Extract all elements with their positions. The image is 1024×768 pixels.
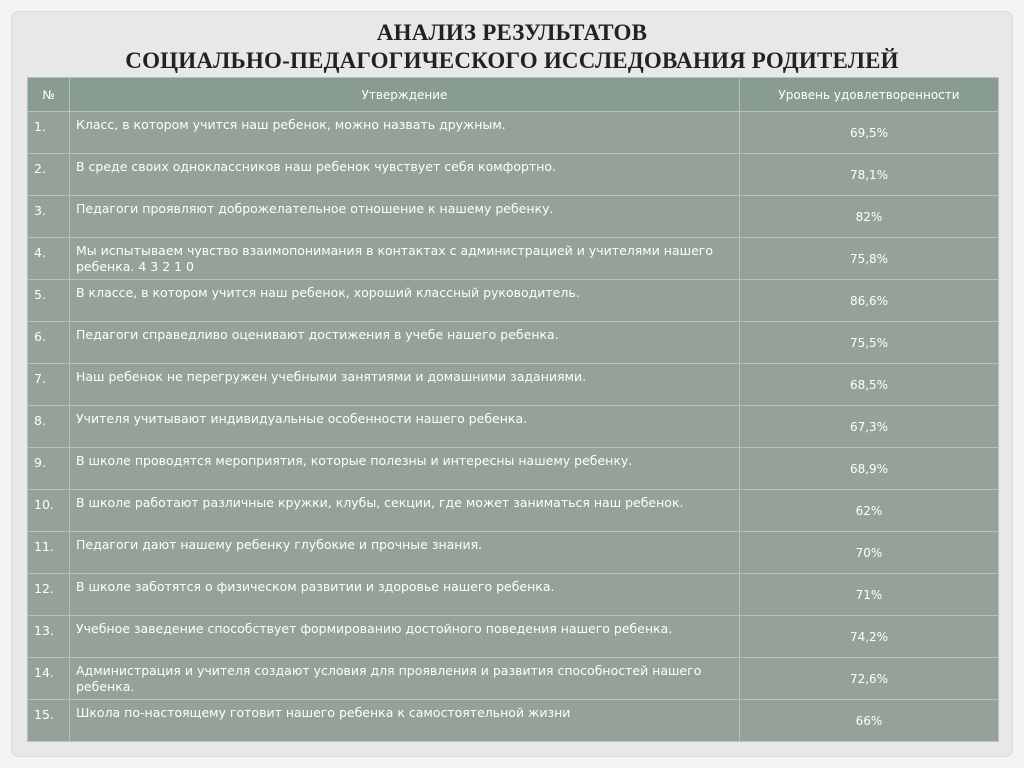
row-statement: Педагоги дают нашему ребенку глубокие и прочные знания.	[70, 532, 740, 574]
table-row	[28, 280, 999, 322]
row-value: 71%	[740, 574, 999, 616]
row-statement: Мы испытываем чувство взаимопонимания в контактах с администрацией и учителями нашего ребенка. 4 3 2 1 0	[70, 238, 740, 280]
row-statement: Наш ребенок не перегружен учебными занятиями и домашними заданиями.	[70, 364, 740, 406]
row-statement: Учебное заведение способствует формированию достойного поведения нашего ребенка.	[70, 616, 740, 658]
row-number: 1.	[28, 112, 70, 154]
row-number: 9.	[28, 448, 70, 490]
table-row	[28, 112, 999, 154]
table-row	[28, 616, 999, 658]
row-statement: Администрация и учителя создают условия для проявления и развития способностей нашего ребенка.	[70, 658, 740, 700]
row-value: 82%	[740, 196, 999, 238]
row-number: 4.	[28, 238, 70, 280]
table-row	[28, 154, 999, 196]
row-statement: В школе проводятся мероприятия, которые полезны и интересны нашему ребенку.	[70, 448, 740, 490]
row-number: 2.	[28, 154, 70, 196]
table-row	[28, 658, 999, 700]
row-value: 75,8%	[740, 238, 999, 280]
row-statement: Класс, в котором учится наш ребенок, можно назвать дружным.	[70, 112, 740, 154]
table-row	[28, 406, 999, 448]
row-value: 69,5%	[740, 112, 999, 154]
row-value: 72,6%	[740, 658, 999, 700]
table-row	[28, 448, 999, 490]
header-level: Уровень удовлетворенности	[740, 78, 999, 112]
row-statement: В школе работают различные кружки, клубы, секции, где может заниматься наш ребенок.	[70, 490, 740, 532]
row-value: 68,5%	[740, 364, 999, 406]
row-number: 7.	[28, 364, 70, 406]
title-line-2: СОЦИАЛЬНО-ПЕДАГОГИЧЕСКОГО ИССЛЕДОВАНИЯ РОДИТЕЛЕЙ	[125, 48, 899, 73]
table-row	[28, 490, 999, 532]
row-statement: В среде своих одноклассников наш ребенок чувствует себя комфортно.	[70, 154, 740, 196]
row-statement: Педагоги проявляют доброжелательное отношение к нашему ребенку.	[70, 196, 740, 238]
table-row	[28, 322, 999, 364]
row-number: 3.	[28, 196, 70, 238]
row-value: 66%	[740, 700, 999, 742]
row-value: 62%	[740, 490, 999, 532]
row-number: 15.	[28, 700, 70, 742]
row-statement: В классе, в котором учится наш ребенок, хороший классный руководитель.	[70, 280, 740, 322]
table-row	[28, 574, 999, 616]
row-value: 67,3%	[740, 406, 999, 448]
row-value: 68,9%	[740, 448, 999, 490]
header-statement: Утверждение	[70, 78, 740, 112]
row-statement: В школе заботятся о физическом развитии и здоровье нашего ребенка.	[70, 574, 740, 616]
title-line-1: АНАЛИЗ РЕЗУЛЬТАТОВ	[376, 20, 648, 45]
table-row	[28, 364, 999, 406]
row-value: 74,2%	[740, 616, 999, 658]
row-number: 10.	[28, 490, 70, 532]
table-row	[28, 196, 999, 238]
row-value: 75,5%	[740, 322, 999, 364]
row-value: 78,1%	[740, 154, 999, 196]
table-row	[28, 700, 999, 742]
row-number: 5.	[28, 280, 70, 322]
table-header-row	[28, 78, 999, 112]
row-number: 12.	[28, 574, 70, 616]
row-statement: Педагоги справедливо оценивают достижения в учебе нашего ребенка.	[70, 322, 740, 364]
row-statement: Школа по-настоящему готовит нашего ребенка к самостоятельной жизни	[70, 700, 740, 742]
row-value: 86,6%	[740, 280, 999, 322]
results-table	[27, 77, 999, 742]
row-number: 14.	[28, 658, 70, 700]
table-row	[28, 532, 999, 574]
page-title	[0, 19, 1024, 75]
table-row	[28, 238, 999, 280]
row-number: 8.	[28, 406, 70, 448]
row-value: 70%	[740, 532, 999, 574]
row-number: 6.	[28, 322, 70, 364]
row-number: 13.	[28, 616, 70, 658]
row-number: 11.	[28, 532, 70, 574]
header-number: №	[28, 78, 70, 112]
row-statement: Учителя учитывают индивидуальные особенности нашего ребенка.	[70, 406, 740, 448]
